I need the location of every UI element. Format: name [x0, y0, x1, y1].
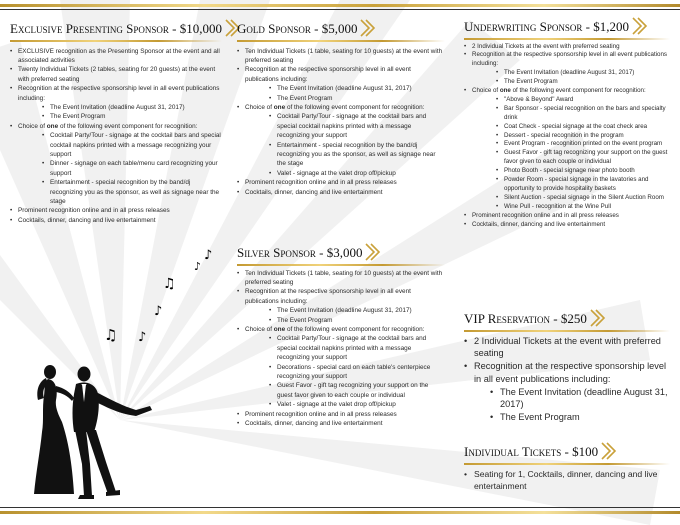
list-item: • Bar Sponsor - special recognition on the bars and specialty drink — [496, 105, 670, 123]
list-item: • Choice of one of the following event component for recognition: — [464, 87, 670, 96]
list-item: • Dessert - special recognition in the program — [496, 132, 670, 141]
list-item: • Recognition at the respective sponsorship level in all event publications including: — [237, 287, 445, 306]
list-item: • Guest Favor - gift tag recognizing your support on the guest favor given to each couple or individual — [269, 381, 445, 400]
list-item: • Recognition at the respective sponsorship level in all event publications including: — [464, 360, 670, 386]
bottom-gold-rule — [0, 511, 680, 514]
list-item: • Recognition at the respective sponsorship level in all event publications including: — [464, 51, 670, 69]
exclusive-list — [10, 47, 222, 226]
list-item: • Wine Pull - recognition at the Wine Pull — [496, 203, 670, 212]
music-notes-icon: ♫ — [163, 276, 176, 292]
list-item: • Cocktail Party/Tour - signage at the cocktail bars and special cocktail napkins printed with a message recognizing your support — [269, 334, 445, 362]
art-deco-corner-icon — [359, 18, 377, 38]
silver-list — [237, 269, 445, 429]
individual-list — [464, 468, 670, 493]
section-heading — [464, 311, 607, 327]
underwriting-section — [464, 18, 670, 230]
bottom-dark-rule — [0, 507, 680, 508]
list-item: • The Event Invitation (deadline August 31, 2017) — [269, 306, 445, 315]
list-item: • Photo Booth - special signage near photo booth — [496, 167, 670, 176]
list-item: • The Event Program — [269, 316, 445, 325]
list-item: • Cocktail Party/Tour - signage at the cocktail bars and special cocktail napkins printed with a message recognizing your support — [269, 112, 445, 140]
list-item: • Prominent recognition online and in all press releases — [10, 206, 222, 215]
section-heading — [10, 21, 242, 37]
list-item: • Choice of one of the following event component for recognition: — [237, 325, 445, 334]
list-item: • Recognition at the respective sponsorship level in all event publications including: — [10, 84, 222, 103]
heading-underline — [237, 40, 445, 42]
list-item: • Cocktails, dinner, dancing and live entertainment — [237, 188, 445, 197]
top-dark-rule — [0, 9, 680, 10]
list-item: • The Event Program — [42, 112, 222, 121]
list-item: • Coat Check - special signage at the coat check area — [496, 123, 670, 132]
list-item: • 2 Individual Tickets at the event with preferred seating — [464, 43, 670, 52]
heading-underline — [10, 40, 222, 42]
list-item: • The Event Invitation (deadline August 31, 2017) — [269, 84, 445, 93]
gold-list — [237, 47, 445, 198]
list-item: • Prominent recognition online and in all press releases — [237, 178, 445, 187]
list-item: • Ten Individual Tickets (1 table, seating for 10 guests) at the event with preferred seating — [237, 47, 445, 66]
list-item: • Ten Individual Tickets (1 table, seating for 10 guests) at the event with preferred seating — [237, 269, 445, 288]
section-heading — [237, 245, 382, 261]
art-deco-corner-icon — [589, 308, 607, 328]
list-item: • Choice of one of the following event component for recognition: — [10, 122, 222, 131]
list-item: • Powder Room - special signage in the lavatories and opportunity to provide hospitality baskets — [496, 176, 670, 194]
list-item: • The Event Program — [490, 411, 670, 424]
gold-title: Gold Sponsor - $5,000 — [237, 21, 358, 36]
list-item: • EXCLUSIVE recognition as the Presenting Sponsor at the event and all associated activities — [10, 47, 222, 66]
exclusive-title: Exclusive Presenting Sponsor - $10,000 — [10, 21, 222, 36]
list-item: • Event Program - recognition printed on the event program — [496, 140, 670, 149]
art-deco-corner-icon — [364, 242, 382, 262]
vip-list — [464, 335, 670, 425]
list-item: • Decorations - special card on each table's centerpiece recognizing your support — [269, 363, 445, 382]
list-item: • The Event Invitation (deadline August 31, 2017) — [490, 386, 670, 412]
list-item: • Guest Favor - gift tag recognizing your support on the guest favor given to each couple or individual — [496, 149, 670, 167]
section-heading — [464, 444, 618, 460]
music-note-icon: ♪ — [204, 248, 213, 263]
list-item: • Valet - signage at the valet drop off/pickup — [269, 169, 445, 178]
list-item: • Valet - signage at the valet drop off/pickup — [269, 400, 445, 409]
list-item: • The Event Program — [496, 78, 670, 87]
list-item: • Prominent recognition online and in all press releases — [464, 212, 670, 221]
list-item: • Cocktails, dinner, dancing and live entertainment — [464, 221, 670, 230]
list-item: • The Event Invitation (deadline August 31, 2017) — [42, 103, 222, 112]
heading-underline — [464, 38, 670, 40]
music-note-icon: ♪ — [138, 330, 147, 345]
vip-title: VIP Reservation - $250 — [464, 311, 587, 326]
gold-section — [237, 20, 445, 197]
silver-section — [237, 244, 445, 428]
music-note-icon: ♪ — [194, 260, 202, 273]
underwriting-title: Underwriting Sponsor - $1,200 — [464, 19, 629, 34]
section-heading — [464, 19, 649, 35]
list-item: • Prominent recognition online and in all press releases — [237, 410, 445, 419]
top-gold-rule — [0, 4, 680, 7]
dancing-couple-illustration — [28, 362, 158, 502]
list-item: • Entertainment - special recognition by the band/dj recognizing you as the sponsor, as well as signage near the stage — [42, 178, 222, 206]
individual-section — [464, 443, 670, 492]
heading-underline — [237, 264, 445, 266]
list-item: • Recognition at the respective sponsorship level in all event publications including: — [237, 65, 445, 84]
music-notes-icon: ♫ — [104, 326, 118, 344]
underwriting-list — [464, 43, 670, 230]
list-item: • Silent Auction - special signage in the Silent Auction Room — [496, 194, 670, 203]
list-item: • The Event Program — [269, 94, 445, 103]
list-item: • The Event Invitation (deadline August 31, 2017) — [496, 69, 670, 78]
heading-underline — [464, 463, 670, 465]
list-item: • 2 Individual Tickets at the event with preferred seating — [464, 335, 670, 361]
list-item: • Twenty Individual Tickets (2 tables, seating for 20 guests) at the event with preferred seating — [10, 65, 222, 84]
list-item: • "Above & Beyond" Award — [496, 96, 670, 105]
heading-underline — [464, 330, 670, 332]
section-heading — [237, 21, 377, 37]
list-item: • Cocktail Party/Tour - signage at the cocktail bars and special cocktail napkins printed with a message recognizing your support — [42, 131, 222, 159]
list-item: • Cocktails, dinner, dancing and live entertainment — [237, 419, 445, 428]
exclusive-section — [10, 20, 222, 225]
art-deco-corner-icon — [631, 16, 649, 36]
list-item: • Cocktails, dinner, dancing and live entertainment — [10, 216, 222, 225]
list-item: • Dinner - signage on each table/menu card recognizing your support — [42, 159, 222, 178]
list-item: • Seating for 1, Cocktails, dinner, dancing and live entertainment — [464, 468, 670, 493]
individual-title: Individual Tickets - $100 — [464, 444, 599, 459]
music-note-icon: ♪ — [154, 304, 163, 319]
art-deco-corner-icon — [600, 441, 618, 461]
list-item: • Entertainment - special recognition by the band/dj recognizing you as the sponsor, as well as signage near the stage — [269, 141, 445, 169]
silver-title: Silver Sponsor - $3,000 — [237, 245, 363, 260]
vip-section — [464, 310, 670, 424]
list-item: • Choice of one of the following event component for recognition: — [237, 103, 445, 112]
